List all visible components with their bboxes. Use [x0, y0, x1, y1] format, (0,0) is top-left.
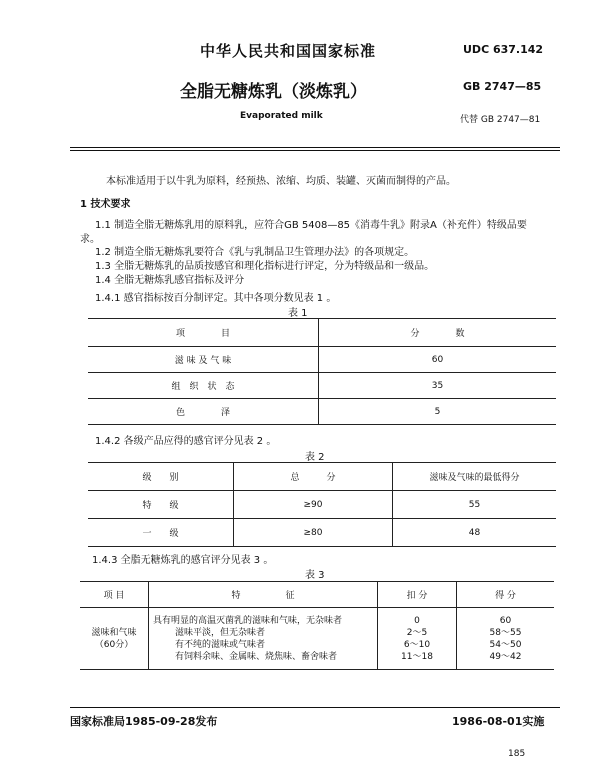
table2: [88, 462, 556, 547]
clause-1-4-2: 1.4.2 各级产品应得的感官评分见表 2 。: [95, 436, 277, 447]
clause-1-1-cont: 求。: [80, 234, 100, 245]
table3-deduct-value: 0: [414, 615, 420, 626]
table1-cell: 色 泽: [88, 399, 319, 425]
table3-item-cell: [80, 608, 149, 670]
table2-header-total: 总 分: [234, 463, 393, 491]
page-number: 185: [508, 749, 526, 759]
table3-features-cell: [149, 608, 378, 670]
table-row: [88, 491, 556, 519]
table3-score-cell: [457, 608, 555, 670]
table2-cell: 特 级: [88, 491, 234, 519]
replaces-note: 代替 GB 2747—81: [460, 115, 541, 125]
table3-feature: 有饲料余味、金属味、烧焦味、畜舍味者: [175, 651, 338, 662]
clause-1-2: 1.2 制造全脂无糖炼乳要符合《乳与乳制品卫生管理办法》的各项规定。: [95, 247, 415, 258]
table-row: [88, 399, 556, 425]
clause-1-4-1: 1.4.1 感官指标按百分制评定。其中各项分数见表 1 。: [95, 293, 337, 304]
table-row: [80, 608, 554, 670]
table2-cell: 48: [393, 519, 557, 547]
issue-date: 国家标准局1985-09-28发布: [70, 715, 218, 728]
effective-date: 1986-08-01实施: [452, 715, 545, 728]
section-heading: 1 技术要求: [80, 199, 131, 210]
table3: [80, 581, 554, 670]
table1-cell: 滋 味 及 气 味: [88, 347, 319, 373]
table1-cell: 组 织 状 态: [88, 373, 319, 399]
issuer-title: 中华人民共和国国家标准: [200, 42, 377, 60]
scope-paragraph: 本标准适用于以牛乳为原料，经预热、浓缩、均质、装罐、灭菌而制得的产品。: [106, 176, 456, 187]
table3-deduct-value: 11～18: [401, 651, 433, 662]
table1-cell: 60: [319, 347, 557, 373]
gb-number: GB 2747—85: [463, 80, 542, 93]
footer-rule: [70, 707, 560, 708]
clause-1-3: 1.3 全脂无糖炼乳的品质按感官和理化指标进行评定，分为特级品和一级品。: [95, 261, 435, 272]
table3-feature: 滋味平淡，但无杂味者: [175, 627, 266, 638]
header-rule-1: [70, 147, 560, 148]
table1-cell: 35: [319, 373, 557, 399]
table2-header-grade: 级 别: [88, 463, 234, 491]
table3-item-points: （60分）: [94, 639, 134, 650]
table3-score-value: 49～42: [489, 651, 522, 662]
english-title: Evaporated milk: [240, 111, 323, 121]
table1: [88, 318, 556, 425]
table3-deduct-value: 2～5: [406, 627, 428, 638]
table3-score-value: 60: [499, 615, 512, 626]
table2-cell: 55: [393, 491, 557, 519]
table-row: [88, 347, 556, 373]
table3-score-value: 54～50: [489, 639, 522, 650]
table2-header-min-score: 滋味及气味的最低得分: [393, 463, 557, 491]
table1-cell: 5: [319, 399, 557, 425]
table-row: [88, 373, 556, 399]
table3-header-feature: 特 征: [149, 582, 378, 608]
header-rule-2: [70, 150, 560, 151]
table2-cell: ≥90: [234, 491, 393, 519]
udc-code: UDC 637.142: [463, 43, 544, 56]
table2-cell: 一 级: [88, 519, 234, 547]
table3-item-name: 滋味和气味: [91, 627, 137, 638]
clause-1-4-3: 1.4.3 全脂无糖炼乳的感官评分见表 3 。: [92, 555, 274, 566]
table3-header-deduct: 扣 分: [378, 582, 457, 608]
table1-header-item: 项 目: [88, 319, 319, 347]
clause-1-1: 1.1 制造全脂无糖炼乳用的原料乳，应符合GB 5408—85《消毒牛乳》附录A（补充件）特级品要: [95, 220, 527, 231]
table3-caption: 表 3: [305, 570, 325, 581]
table1-header-score: 分 数: [319, 319, 557, 347]
table3-feature: 有不纯的滋味或气味者: [175, 639, 266, 650]
table2-cell: ≥80: [234, 519, 393, 547]
table-row: [88, 519, 556, 547]
table3-feature: 具有明显的高温灭菌乳的滋味和气味，无杂味者: [153, 615, 343, 626]
table2-caption: 表 2: [305, 452, 325, 463]
standard-title: 全脂无糖炼乳（淡炼乳）: [180, 82, 367, 102]
table3-score-value: 58～55: [489, 627, 522, 638]
clause-1-4: 1.4 全脂无糖炼乳感官指标及评分: [95, 275, 245, 286]
table3-header-score: 得 分: [457, 582, 555, 608]
table1-caption: 表 1: [288, 308, 308, 319]
table3-deduct-value: 6～10: [403, 639, 431, 650]
table3-header-item: 项 目: [80, 582, 149, 608]
table3-deduct-cell: [378, 608, 457, 670]
